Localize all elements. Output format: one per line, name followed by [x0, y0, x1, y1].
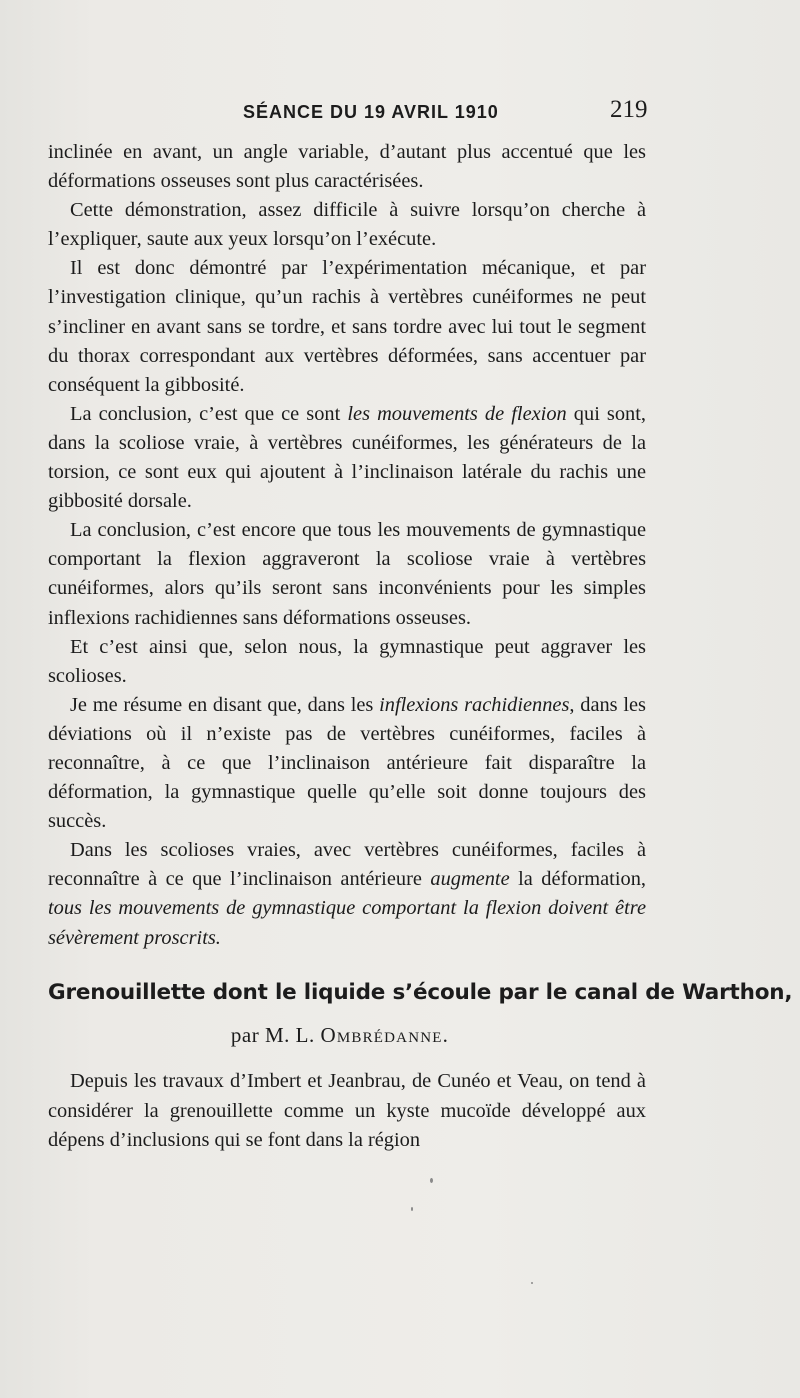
- byline-author: Ombrédanne.: [320, 1023, 450, 1047]
- paragraph-text: La conclusion, c’est que ce sont: [70, 402, 348, 425]
- emphasis: inflexions rachidiennes: [379, 693, 570, 716]
- paragraph: La conclusion, c’est encore que tous les mouvements de gymnastique comportant la flexion aggraveront la scoliose vraie à vertèbres cunéiformes, alors qu’ils seront sans inconvénients pour les simples inflexions rachidiennes sans déformations osseuses.: [48, 519, 646, 629]
- paragraph: Et c’est ainsi que, selon nous, la gymnastique peut aggraver les scolioses.: [48, 635, 646, 687]
- emphasis: augmente: [430, 868, 510, 891]
- paper-speck: [531, 1282, 533, 1284]
- page-number: 219: [610, 96, 648, 123]
- paper-speck: [430, 1178, 433, 1183]
- emphasis: les mouvements de flexion: [347, 402, 567, 425]
- article-title: Grenouillette dont le liquide s’écoule par le canal de Warthon,: [48, 980, 793, 1005]
- paragraph: inclinée en avant, un angle variable, d’autant plus accentué que les déformations osseuses sont plus caractérisées.: [48, 141, 646, 193]
- paragraph-text: , dans les déviations où il n’existe pas de vertèbres cunéiformes, faciles à reconnaître, à ce que l’inclinaison antérieure fait disparaître la déformation, la gymnastique quelle qu’elle soit donne toujours des succès.: [48, 693, 646, 833]
- paragraph: [48, 691, 646, 836]
- paragraph: Cette démonstration, assez difficile à suivre lorsqu’on cherche à l’expliquer, saute aux yeux lorsqu’on l’exécute.: [48, 199, 646, 251]
- emphasis: tous les mouvements de gymnastique comportant la flexion doivent être sévèrement proscrits.: [48, 897, 646, 949]
- paragraph-text: la déformation,: [509, 868, 647, 891]
- paragraph: Il est donc démontré par l’expérimentation mécanique, et par l’investigation clinique, qu’un rachis à vertèbres cunéiformes ne peut s’incliner en avant sans se tordre, et sans tordre avec lui tout le segment du thorax correspondant aux vertèbres déformées, sans accentuer par conséquent la gibbosité.: [48, 257, 646, 396]
- paragraph: Depuis les travaux d’Imbert et Jeanbrau, de Cunéo et Veau, on tend à considérer la grenouillette comme un kyste mucoïde développé aux dépens d’inclusions qui se font dans la région: [48, 1070, 646, 1151]
- paragraph-text: Je me résume en disant que, dans les: [70, 693, 380, 716]
- paragraph-text: Dans les scolioses vraies, avec vertèbres cunéiformes, faciles à reconnaître à ce que l’inclinaison antérieure: [48, 839, 646, 891]
- paragraph-text: qui sont, dans la scoliose vraie, à vertèbres cunéiformes, les générateurs de la torsion, ce sont eux qui ajoutent à l’inclinaison latérale du rachis une gibbosité dorsale.: [48, 402, 647, 513]
- running-head: SÉANCE DU 19 AVRIL 1910: [243, 102, 499, 122]
- body-text: [48, 138, 646, 953]
- paragraph: [48, 400, 646, 516]
- byline: [0, 1023, 680, 1048]
- paper-speck: [411, 1207, 413, 1211]
- page-header: [0, 96, 800, 132]
- paragraph: [48, 836, 646, 952]
- article-body: [48, 1067, 646, 1156]
- byline-prefix: par M. L.: [230, 1023, 321, 1047]
